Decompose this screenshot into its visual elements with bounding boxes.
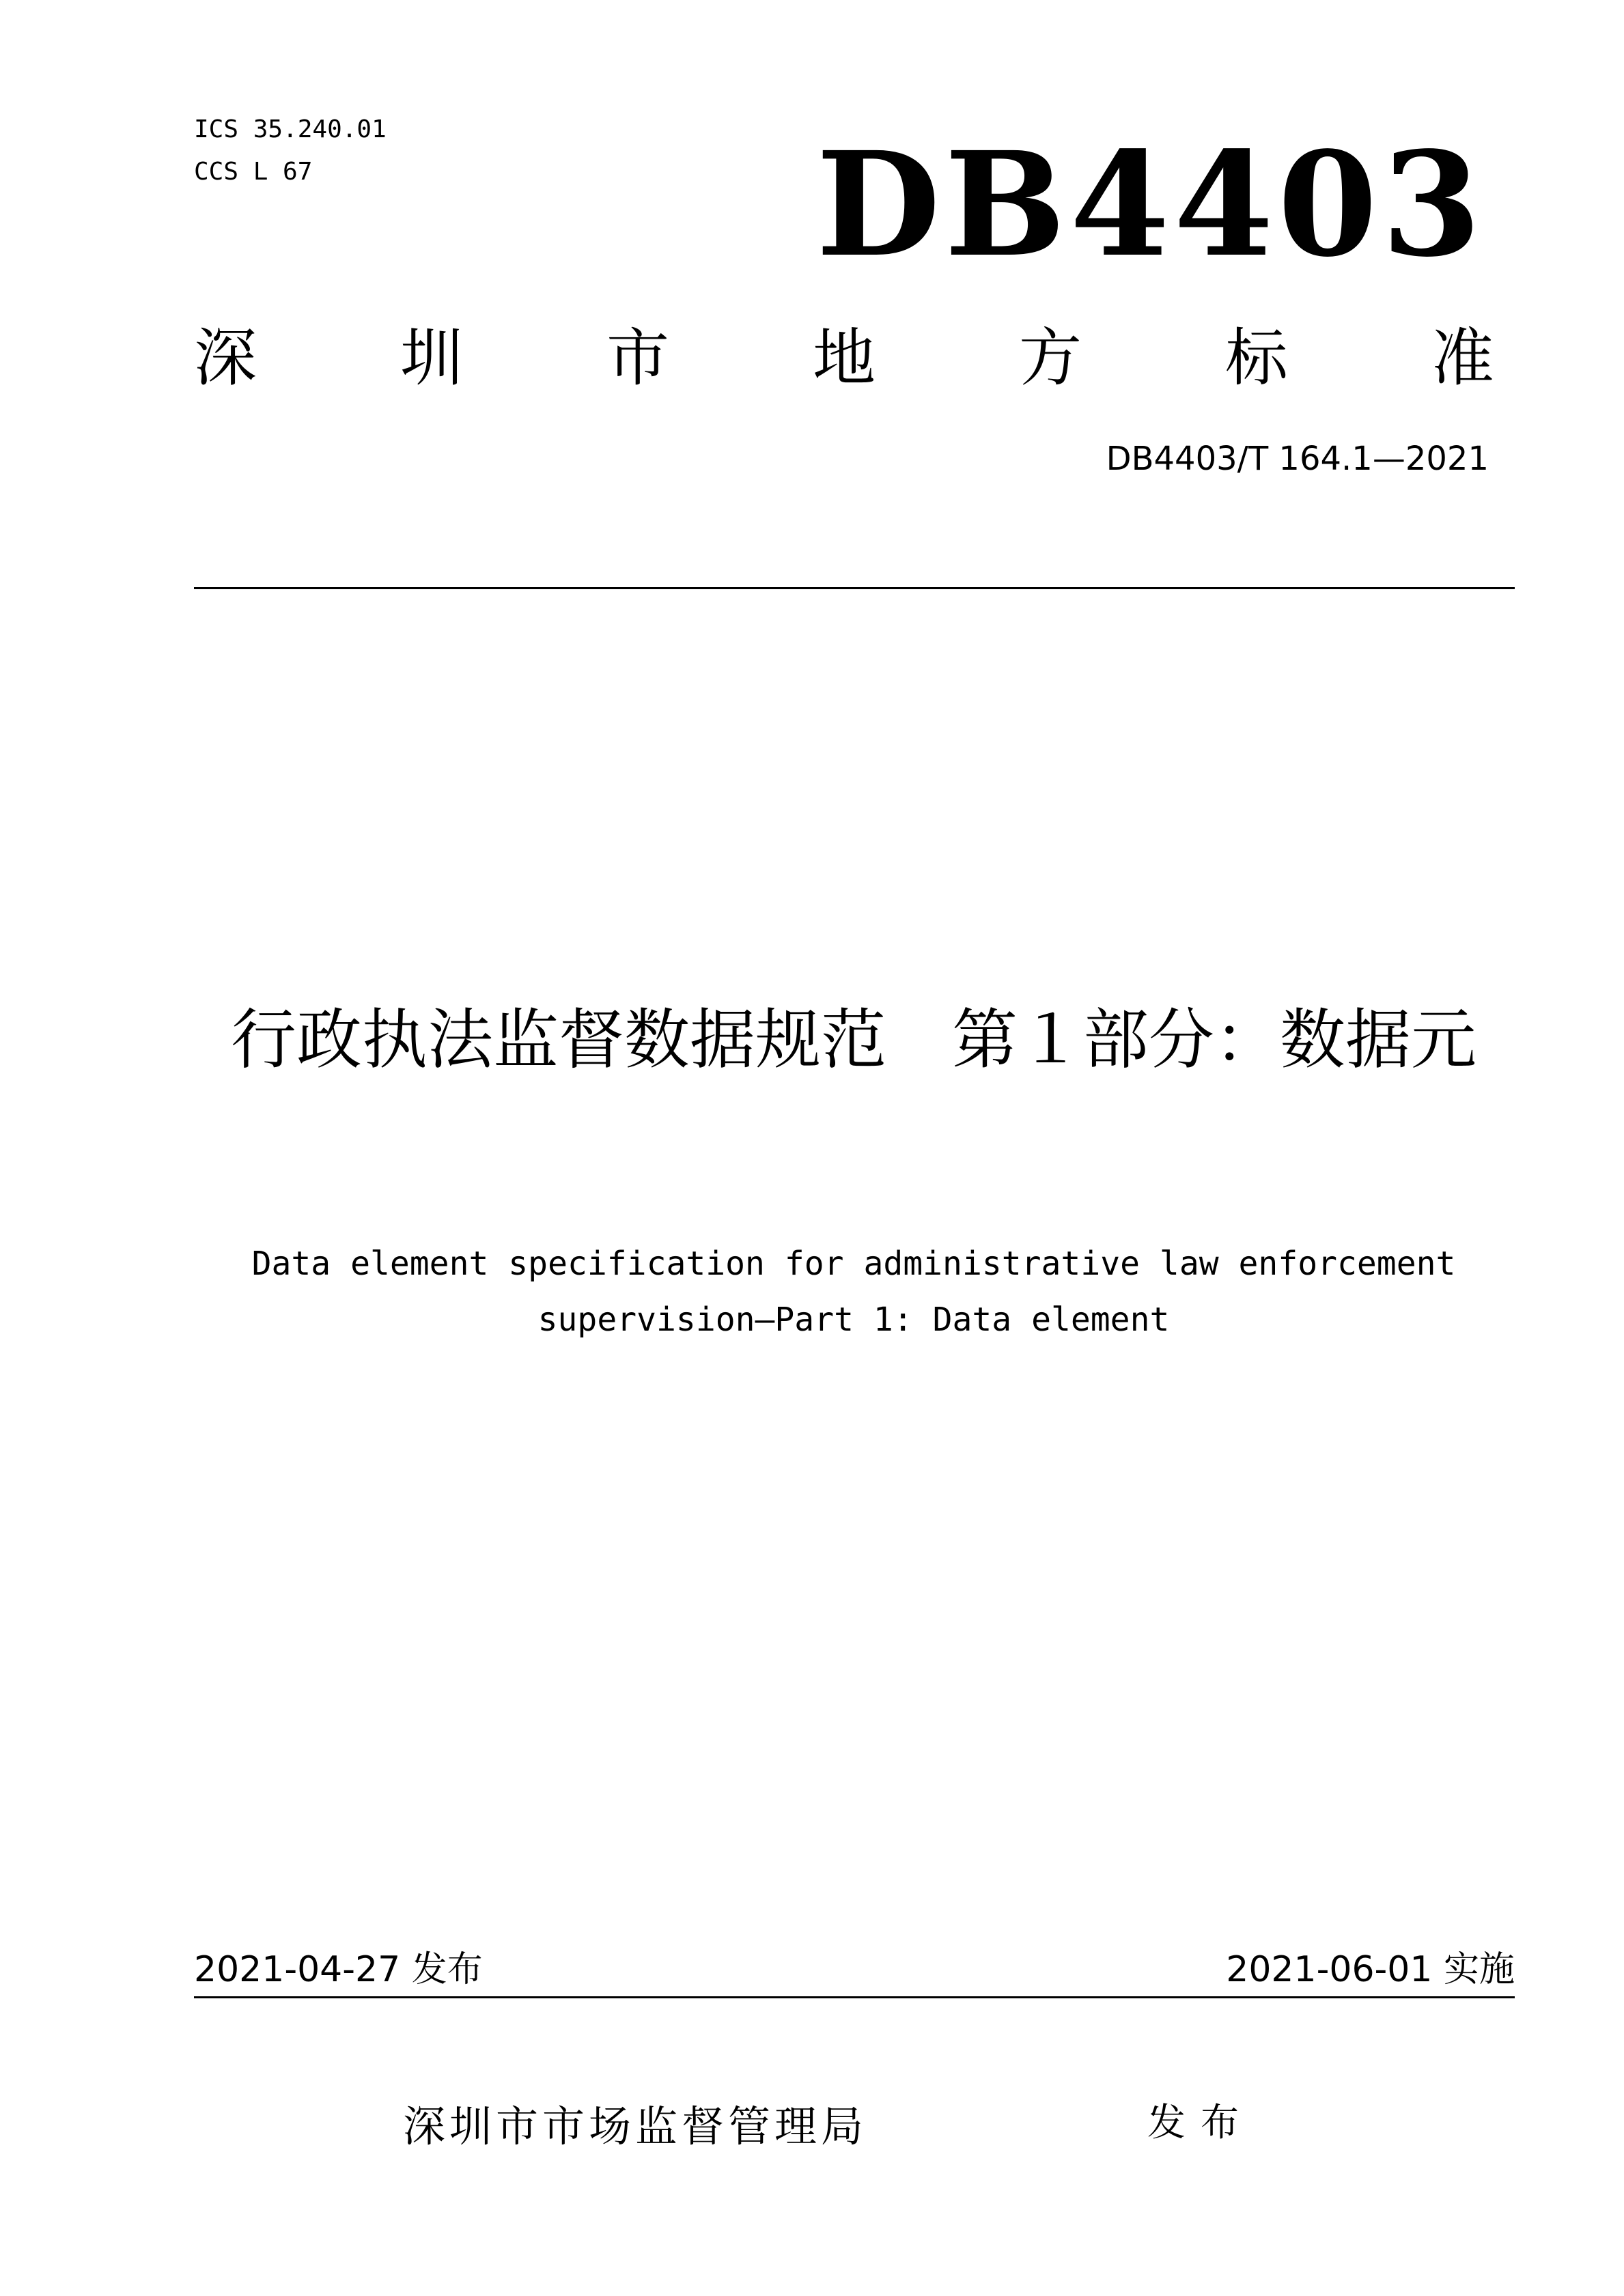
document-title-zh: 行政执法监督数据规范 第１部分：数据元 [231,1002,1476,1078]
bottom-divider [194,1996,1515,1998]
standard-type-char: 标 [1224,322,1288,395]
standard-type-char: 方 [1018,322,1082,395]
standard-code-logo: DB4403 [815,120,1486,289]
ics-code: ICS 35.240.01 [194,115,387,143]
issuing-authority: 深圳市市场监督管理局 [403,2101,868,2151]
top-divider [194,587,1515,589]
standard-number: DB4403/T 164.1—2021 [1106,440,1489,478]
standard-type-char: 市 [606,322,669,395]
standard-type-char: 地 [812,322,876,395]
ccs-code: CCS L 67 [194,158,313,186]
publish-date: 2021-04-27 发布 [194,1949,483,1990]
issue-label: 发布 [1147,2101,1254,2145]
standard-type [194,317,1494,399]
standard-type-char: 深 [194,322,257,395]
effective-date: 2021-06-01 实施 [1226,1949,1515,1990]
standard-type-char: 准 [1431,322,1494,395]
document-title-en: Data element specification for administrative law enforcement supervision—Part 1: Data element [251,1245,1456,1339]
standard-type-char: 圳 [400,322,463,395]
